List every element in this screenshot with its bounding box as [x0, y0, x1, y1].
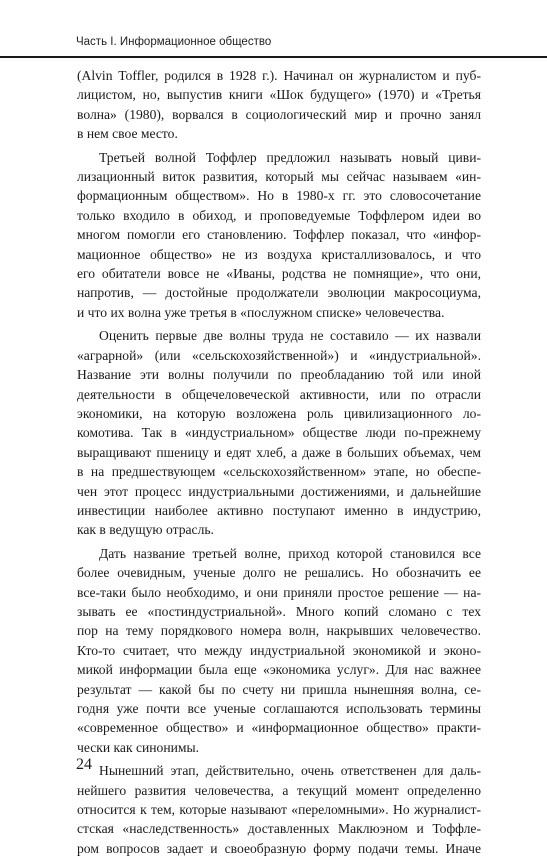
text-line: Дать название третьей волне, приход которой становился все [99, 545, 481, 561]
text-line: комотива. Так в «индустриальном» обществе люди по-прежнему [77, 425, 481, 441]
text-line: зывать ее «постиндустриальной». Много копий сломано с тех [77, 603, 481, 619]
text-line: его обитатели вовсе не «Иваны, родства не помнящие», что они, [77, 266, 481, 282]
page-number: 24 [76, 756, 92, 773]
text-line: относится к тем, которые называют «переломными». Но журналист- [77, 802, 481, 818]
text-line: более очевидным, ученые долго не решались. Но обозначить ее [77, 565, 481, 581]
text-line: многом помогли его становлению. Тоффлер показал, что «инфор- [77, 227, 481, 243]
text-line: инвестиции наиболее активно поступают именно в индустрию, [77, 502, 481, 518]
running-header-title: Часть I. Информационное общество [76, 36, 272, 48]
text-line: все-таки было необходимо, и они приняли простое решение — на- [77, 584, 481, 600]
text-line: Оценить первые две волны труда не составило — их назвали [99, 328, 481, 344]
paragraph [77, 148, 481, 323]
text-line: мационное общество» не из воздуха кристаллизовалось, и что [77, 246, 481, 262]
text-line: Кто-то считает, что между индустриальной экономикой и эконо- [77, 642, 481, 658]
text-line: лицистом, но, выпустив книги «Шок будущего» (1970) и «Третья [77, 87, 481, 103]
paragraph [77, 66, 481, 144]
text-line: микой информации была еще «экономика услуг». Для нас важнее [77, 662, 481, 678]
text-line: лизационный виток развития, который мы сейчас называем «ин- [77, 169, 481, 185]
text-line: Нынешний этап, действительно, очень ответственен для даль- [99, 763, 481, 779]
text-line: ром вопросов задает и своеобразную форму подачи темы. Иначе [77, 840, 481, 856]
text-line: «аграрной» (или «сельскохозяйственной») и «индустриальной». [77, 347, 481, 363]
text-line: пор на тему порядкового номера волн, накрывших человечество. [77, 623, 481, 639]
text-line: деятельности в общечеловеческой активности, или по отрасли [77, 386, 481, 402]
header-rule [0, 56, 547, 58]
text-line: как в ведущую отрасль. [77, 522, 214, 538]
text-line: чески как синонимы. [77, 739, 200, 755]
text-line: результат — какой бы по счету ни пришла нынешняя волна, се- [77, 681, 481, 697]
text-line: «современное общество» и «информационное общество» практи- [77, 720, 481, 736]
text-line: формационным обществом». Но в 1980-х гг. это словосочетание [77, 188, 481, 204]
text-line: нейшего развития человечества, а текущий момент определенно [77, 782, 481, 798]
text-line: волна» (1980), ворвался в социологический мир и прочно занял [77, 106, 481, 122]
text-line: и что их волна уже третья в «послужном списке» человечества. [77, 304, 445, 320]
paragraph [77, 761, 481, 858]
text-line: только входило в обиход, и проповедуемые Тоффлером идеи во [77, 207, 481, 223]
text-line: экономики, на которую возложена роль цивилизационного ло- [77, 405, 481, 421]
text-line: в на предшествующем «сельскохозяйственном» этапе, но обеспе- [77, 464, 481, 480]
body-text [77, 66, 481, 862]
text-line: Название эти волны получили по преобладанию той или иной [77, 367, 481, 383]
text-line: в нем свое место. [77, 126, 178, 142]
text-line: напротив, — достойные продолжатели эволюции макросоциума, [77, 285, 481, 301]
text-line: выращивают пшеницу и едят хлеб, а даже в больших объемах, чем [77, 444, 481, 460]
paragraph [77, 544, 481, 757]
text-line: стская «наследственность» доставленных Маклюэном и Тоффле- [77, 821, 481, 837]
text-line: Третьей волной Тоффлер предложил называть новый циви- [99, 149, 481, 165]
text-line: чен этот процесс индустриальными достижениями, и дальнейшие [77, 483, 481, 499]
paragraph [77, 326, 481, 539]
text-line: (Alvin Toffler, родился в 1928 г.). Начинал он журналистом и пуб- [77, 68, 481, 83]
text-line: годня уже почти все ученые соглашаются использовать термины [77, 701, 481, 716]
